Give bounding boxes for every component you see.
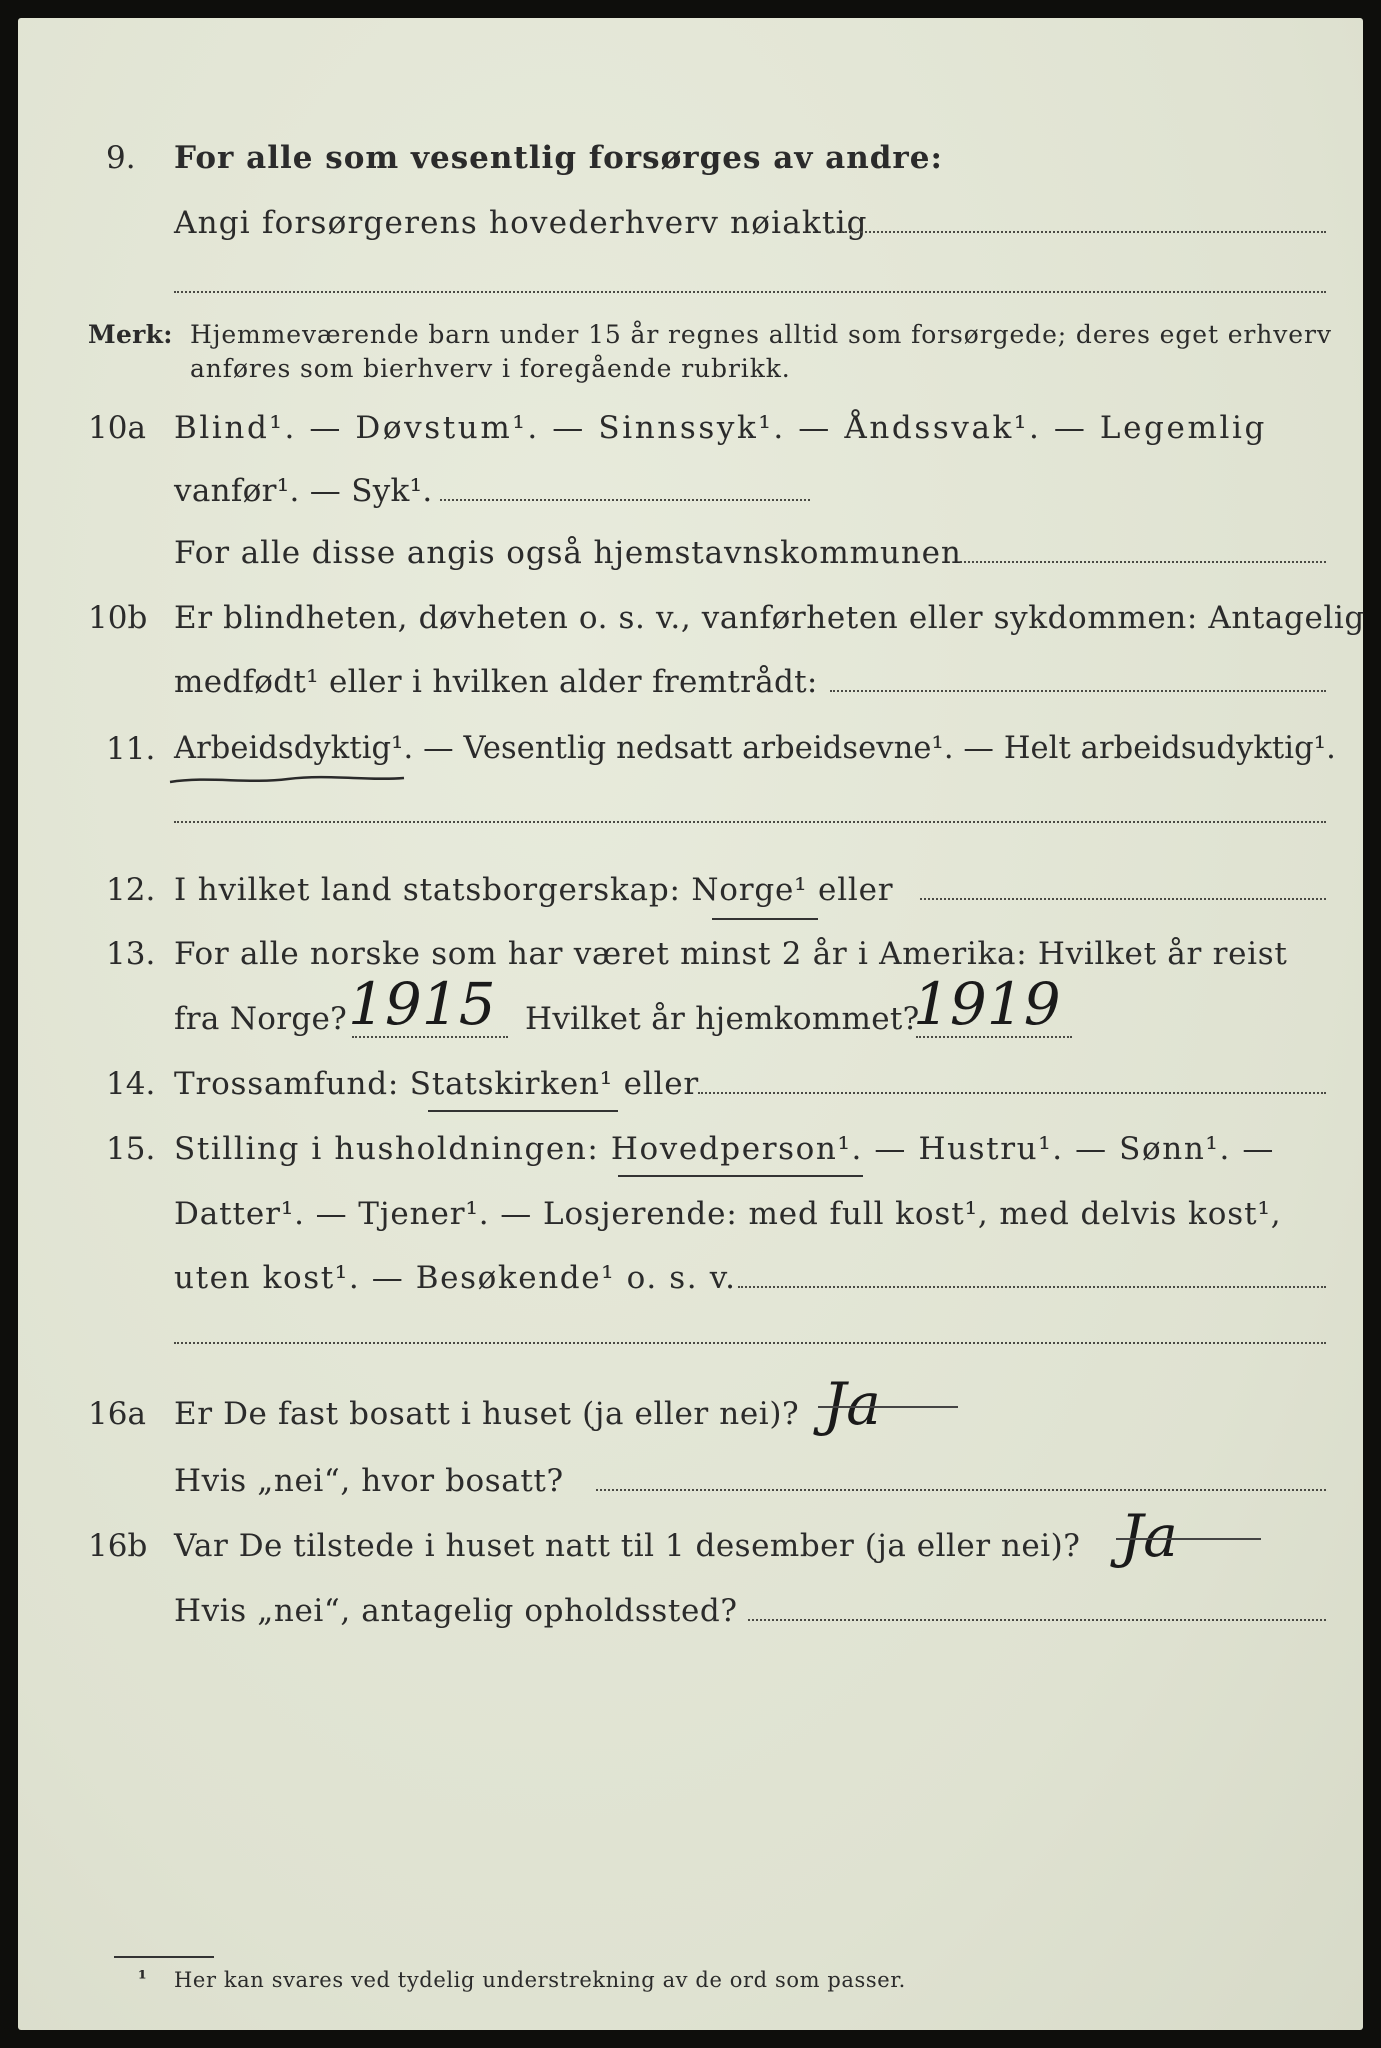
question-16a-residence-field[interactable] (596, 1489, 1326, 1491)
question-14-statskirken-underline (428, 1110, 618, 1112)
question-12-number: 12. (106, 872, 156, 908)
question-10a-municipality-field[interactable] (960, 561, 1326, 563)
question-11-line1: Arbeidsdyktig¹. — Vesentlig nedsatt arbeidsevne¹. — Helt arbeidsudyktig¹. (174, 731, 1336, 766)
question-13-number: 13. (106, 936, 156, 972)
question-15-line3: uten kost¹. — Besøkende¹ o. s. v. (174, 1260, 737, 1296)
question-11-underline-mark (168, 772, 408, 788)
question-15-line2: Datter¹. — Tjener¹. — Losjerende: med full kost¹, med delvis kost¹, (174, 1196, 1282, 1232)
question-15-number: 15. (106, 1131, 156, 1167)
question-10b-line1: Er blindheten, døvheten o. s. v., vanførheten eller sykdommen: Antagelig (174, 600, 1365, 636)
question-15-answer-field[interactable] (738, 1286, 1326, 1288)
question-14-line1: Trossamfund: Statskirken¹ eller (174, 1066, 699, 1102)
handwritten-year-returned: 1919 (913, 970, 1061, 1038)
question-10b-answer-field[interactable] (830, 690, 1326, 692)
question-13-left-field[interactable] (352, 1036, 508, 1038)
note-label: Merk: (88, 320, 173, 349)
question-10a-line3: For alle disse angis også hjemstavnskommunen (174, 535, 962, 571)
handwritten-answer-16b: Ja (1120, 1502, 1178, 1570)
question-9-extra-line[interactable] (174, 291, 1326, 293)
question-16b-line1: Var De tilstede i huset natt til 1 desember (ja eller nei)? (174, 1528, 1081, 1564)
question-9-answer-field[interactable] (830, 231, 1326, 233)
question-10a-line1: Blind¹. — Døvstum¹. — Sinnssyk¹. — Åndssvak¹. — Legemlig (174, 410, 1267, 446)
question-12-answer-field[interactable] (920, 898, 1326, 900)
question-9-line1: For alle som vesentlig forsørges av andre: (174, 140, 943, 176)
question-16a-number: 16a (88, 1396, 146, 1432)
question-10b-number: 10b (88, 600, 148, 636)
question-9-number: 9. (106, 140, 136, 176)
handwritten-answer-16a: Ja (823, 1370, 881, 1438)
question-10a-line2: vanfør¹. — Syk¹. (174, 473, 433, 509)
question-10a-sick-field[interactable] (440, 499, 810, 501)
question-14-number: 14. (106, 1066, 156, 1102)
census-form-page (18, 18, 1363, 2030)
handwritten-year-left: 1915 (348, 970, 496, 1038)
question-10a-number: 10a (88, 410, 146, 446)
question-13-line2a: fra Norge? (174, 1001, 348, 1037)
note-line1: Hjemmeværende barn under 15 år regnes alltid som forsørgede; deres eget erhverv (190, 320, 1332, 349)
footnote-separator (114, 1956, 214, 1958)
question-12-norge-underline (712, 918, 818, 920)
question-9-line2: Angi forsørgerens hovederhverv nøiaktig (174, 205, 868, 241)
note-line2: anføres som bierhverv i foregående rubrikk. (190, 354, 791, 383)
question-16b-number: 16b (88, 1528, 148, 1564)
question-15-line1: Stilling i husholdningen: Hovedperson¹. — Hustru¹. — Sønn¹. — (174, 1131, 1275, 1167)
question-16b-location-field[interactable] (748, 1619, 1326, 1621)
question-15-extra-line[interactable] (174, 1342, 1326, 1344)
question-12-line1: I hvilket land statsborgerskap: Norge¹ eller (174, 872, 894, 908)
question-11-number: 11. (106, 731, 156, 767)
question-13-returned-field[interactable] (916, 1036, 1072, 1038)
question-16a-line2: Hvis „nei“, hvor bosatt? (174, 1463, 564, 1499)
question-16b-answer-field[interactable] (1116, 1538, 1261, 1540)
footnote-text: Her kan svares ved tydelig understrekning av de ord som passer. (174, 1968, 906, 1992)
question-16b-line2: Hvis „nei“, antagelig opholdssted? (174, 1593, 738, 1629)
footnote-mark: ¹ (138, 1966, 148, 1990)
question-10b-line2: medfødt¹ eller i hvilken alder fremtrådt: (174, 664, 818, 700)
question-14-answer-field[interactable] (698, 1092, 1326, 1094)
question-11-extra-line[interactable] (174, 821, 1326, 823)
question-16a-answer-field[interactable] (818, 1406, 958, 1408)
question-13-line1: For alle norske som har været minst 2 år i Amerika: Hvilket år reist (174, 936, 1288, 972)
question-13-line2b: Hvilket år hjemkommet? (525, 1001, 920, 1037)
question-15-hovedperson-underline (618, 1175, 863, 1177)
question-16a-line1: Er De fast bosatt i huset (ja eller nei)? (174, 1396, 800, 1432)
